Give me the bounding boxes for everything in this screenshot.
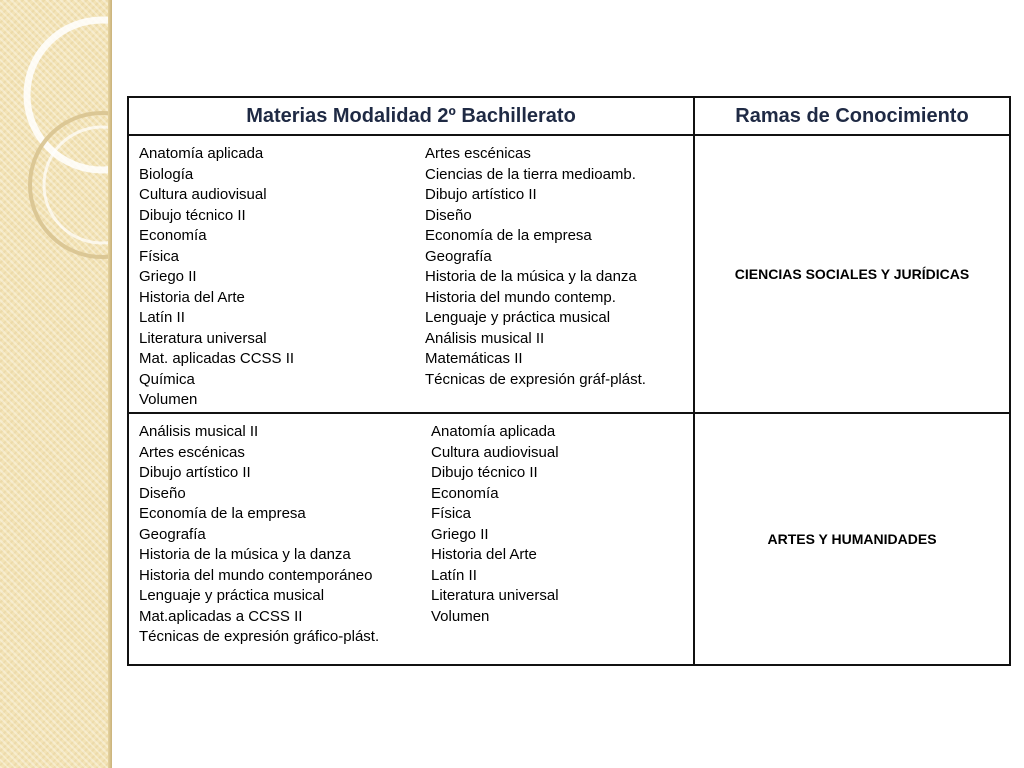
- decorative-side-strip: [0, 0, 112, 768]
- subject-item: Física: [139, 247, 180, 265]
- branch-cell-row1: CIENCIAS SOCIALES Y JURÍDICAS: [694, 135, 1010, 413]
- subject-item: Mat. aplicadas CCSS II: [139, 350, 295, 367]
- subject-item: Geografía: [425, 247, 492, 265]
- subject-item: Dibujo artístico II: [139, 464, 251, 481]
- subject-item: Historia del mundo contemp.: [425, 288, 616, 306]
- subject-item: Física: [431, 505, 472, 522]
- subject-item: Dibujo técnico II: [431, 464, 538, 481]
- branch-cell-row2: ARTES Y HUMANIDADES: [694, 413, 1010, 665]
- subject-item: Historia del Arte: [139, 288, 245, 306]
- subject-item: Anatomía aplicada: [139, 145, 264, 162]
- subject-item: Volumen: [431, 607, 490, 625]
- subject-item: Diseño: [425, 206, 472, 224]
- subject-item: Economía: [431, 484, 499, 502]
- subject-item: Análisis musical II: [139, 423, 259, 440]
- subject-list-right: [425, 144, 646, 390]
- subject-item: Química: [139, 370, 195, 388]
- subject-item: Artes escénicas: [139, 443, 245, 461]
- subject-item: Cultura audiovisual: [139, 186, 267, 203]
- subject-item: Geografía: [139, 525, 206, 543]
- subject-item: Dibujo técnico II: [139, 206, 246, 224]
- subject-item: Literatura universal: [139, 329, 267, 347]
- subject-item: Artes escénicas: [425, 145, 531, 162]
- subject-item: Lenguaje y práctica musical: [139, 587, 325, 604]
- subject-item: Anatomía aplicada: [431, 423, 556, 440]
- subject-item: Economía de la empresa: [425, 227, 592, 244]
- subjects-cell-row1: [128, 135, 694, 413]
- subject-item: Latín II: [139, 309, 185, 326]
- table-row: [128, 135, 1010, 413]
- subject-item: Literatura universal: [431, 587, 559, 604]
- subject-item: Lenguaje y práctica musical: [425, 309, 611, 326]
- subject-list-left: [139, 144, 294, 411]
- header-subjects: Materias Modalidad 2º Bachillerato: [128, 97, 694, 135]
- table-header-row: [128, 97, 1010, 135]
- subject-item: Diseño: [139, 484, 186, 502]
- subject-item: Biología: [139, 165, 194, 183]
- subjects-cell-row2: [128, 413, 694, 665]
- subject-item: Historia del Arte: [431, 546, 537, 563]
- subject-list-left: [139, 422, 379, 648]
- subject-list-right: [431, 422, 559, 627]
- table-row: [128, 413, 1010, 665]
- subject-item: Griego II: [139, 268, 197, 285]
- subject-item: Historia del mundo contemporáneo: [139, 566, 373, 584]
- header-branches: Ramas de Conocimiento: [694, 97, 1010, 135]
- subject-item: Historia de la música y la danza: [139, 546, 351, 563]
- subject-item: Ciencias de la tierra medioamb.: [425, 165, 636, 183]
- subject-item: Matemáticas II: [425, 350, 523, 367]
- subject-item: Técnicas de expresión gráf-plást.: [425, 370, 646, 388]
- subject-item: Historia de la música y la danza: [425, 268, 637, 285]
- subject-item: Cultura audiovisual: [431, 443, 559, 461]
- subjects-table: [127, 96, 1011, 666]
- subject-item: Griego II: [431, 525, 489, 543]
- subject-item: Economía de la empresa: [139, 505, 306, 522]
- subject-item: Economía: [139, 227, 207, 244]
- decorative-rings: [0, 0, 112, 768]
- subject-item: Latín II: [431, 566, 477, 584]
- subject-item: Volumen: [139, 391, 198, 408]
- subject-item: Mat.aplicadas a CCSS II: [139, 607, 303, 625]
- subject-item: Técnicas de expresión gráfico-plást.: [139, 628, 380, 645]
- subject-item: Dibujo artístico II: [425, 186, 537, 203]
- subject-item: Análisis musical II: [425, 329, 545, 347]
